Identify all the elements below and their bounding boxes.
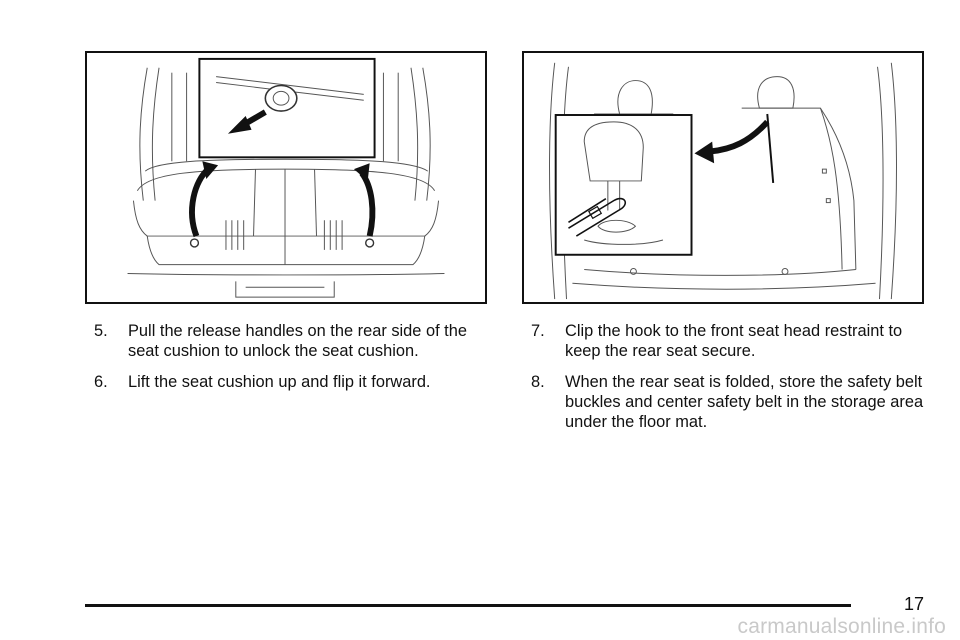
step-5 (94, 321, 494, 361)
step-text: When the rear seat is folded, store the safety belt buckles and center safety belt in the storage area under the floor mat. (565, 373, 924, 431)
step-number: 8. (531, 373, 545, 391)
watermark: carmanualsonline.info (737, 615, 946, 638)
step-text: Clip the hook to the front seat head restraint to keep the rear seat secure. (565, 322, 903, 360)
steps-list-right (531, 321, 931, 443)
step-7 (531, 321, 931, 361)
steps-list-left (94, 321, 494, 403)
step-number: 5. (94, 322, 108, 340)
step-8 (531, 372, 931, 432)
page-number: 17 (904, 594, 925, 614)
step-text: Pull the release handles on the rear side of the seat cushion to unlock the seat cushion. (128, 322, 467, 360)
footer-rule (85, 604, 851, 607)
head-restraint-drawing (524, 53, 922, 302)
step-number: 7. (531, 322, 545, 340)
step-number: 6. (94, 373, 108, 391)
step-text: Lift the seat cushion up and flip it forward. (128, 373, 431, 391)
head-restraint-hook-illustration (522, 51, 924, 304)
step-6 (94, 372, 494, 392)
seat-release-illustration (85, 51, 487, 304)
seat-release-drawing (87, 53, 485, 302)
